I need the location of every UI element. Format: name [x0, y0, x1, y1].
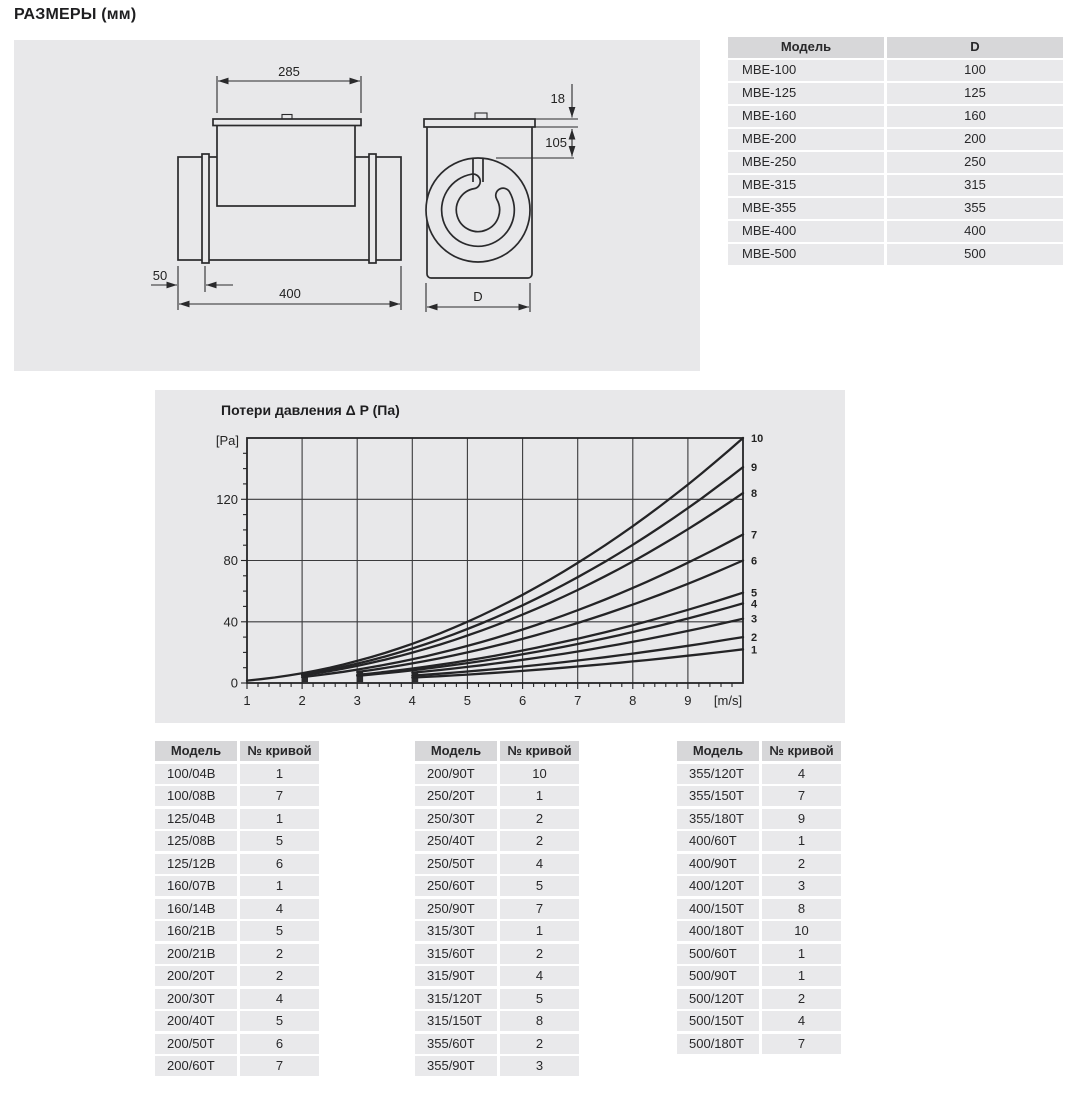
- value-cell: 2: [762, 854, 841, 874]
- pressure-loss-chart: [155, 390, 845, 728]
- cable-gland-front: [475, 113, 487, 119]
- dim-label-50: 50: [152, 268, 168, 283]
- value-cell: 7: [500, 899, 579, 919]
- value-cell: 1: [762, 966, 841, 986]
- value-cell: 9: [762, 809, 841, 829]
- dimensions-drawing: [14, 40, 700, 371]
- model-cell: 125/04В: [155, 809, 237, 829]
- value-cell: 1: [500, 921, 579, 941]
- value-cell: 2: [500, 1034, 579, 1054]
- value-cell: 5: [240, 831, 319, 851]
- dim-label-d: D: [473, 289, 483, 304]
- column-header-1: № кривой: [500, 741, 579, 761]
- right-clamp-ring: [369, 154, 376, 263]
- model-cell: 250/20Т: [415, 786, 497, 806]
- curve-label-7: 7: [751, 529, 758, 542]
- value-cell: 3: [500, 1056, 579, 1076]
- value-cell: 4: [240, 989, 319, 1009]
- model-cell: 355/150Т: [677, 786, 759, 806]
- value-cell: 500: [887, 244, 1063, 265]
- value-cell: 7: [762, 786, 841, 806]
- curve-label-5: 5: [751, 587, 758, 600]
- value-cell: 5: [240, 1011, 319, 1031]
- value-cell: 125: [887, 83, 1063, 104]
- model-cell: МВЕ-400: [728, 221, 884, 242]
- model-cell: 355/60Т: [415, 1034, 497, 1054]
- value-cell: 1: [762, 831, 841, 851]
- model-cell: 500/180Т: [677, 1034, 759, 1054]
- model-cell: 250/60Т: [415, 876, 497, 896]
- value-cell: 2: [240, 944, 319, 964]
- value-cell: 2: [240, 966, 319, 986]
- side-view-drawing: [151, 64, 401, 310]
- model-cell: МВЕ-125: [728, 83, 884, 104]
- dim-label-18: 18: [550, 91, 565, 106]
- model-cell: 160/14В: [155, 899, 237, 919]
- value-cell: 2: [500, 831, 579, 851]
- value-cell: 6: [240, 1034, 319, 1054]
- value-cell: 2: [762, 989, 841, 1009]
- y-tick-label: 0: [230, 675, 238, 691]
- curve-table-1: [155, 741, 319, 1076]
- curve-label-8: 8: [751, 488, 758, 501]
- curve-label-10: 10: [751, 433, 764, 445]
- curve-label-3: 3: [751, 613, 758, 626]
- model-cell: 200/30Т: [155, 989, 237, 1009]
- left-clamp-ring: [202, 154, 209, 263]
- model-cell: 160/21В: [155, 921, 237, 941]
- column-header-0: Модель: [415, 741, 497, 761]
- value-cell: 250: [887, 152, 1063, 173]
- model-cell: 500/90Т: [677, 966, 759, 986]
- curve-label-1: 1: [751, 644, 758, 657]
- column-header-0: Модель: [155, 741, 237, 761]
- model-cell: 315/60Т: [415, 944, 497, 964]
- box-cover-front: [424, 119, 535, 127]
- model-cell: 400/90Т: [677, 854, 759, 874]
- chart-title: Потери давления Δ P (Па): [221, 402, 400, 418]
- model-cell: 160/07В: [155, 876, 237, 896]
- value-cell: 1: [240, 809, 319, 829]
- model-cell: 500/120Т: [677, 989, 759, 1009]
- curve-label-4: 4: [751, 598, 758, 611]
- model-cell: 100/08В: [155, 786, 237, 806]
- value-cell: 4: [500, 966, 579, 986]
- model-cell: 355/90Т: [415, 1056, 497, 1076]
- column-header-1: № кривой: [762, 741, 841, 761]
- value-cell: 315: [887, 175, 1063, 196]
- model-cell: 200/21В: [155, 944, 237, 964]
- model-cell: 315/120Т: [415, 989, 497, 1009]
- value-cell: 7: [762, 1034, 841, 1054]
- model-cell: 315/90Т: [415, 966, 497, 986]
- value-cell: 4: [500, 854, 579, 874]
- model-cell: 200/90Т: [415, 764, 497, 784]
- column-header-1: № кривой: [240, 741, 319, 761]
- value-cell: 4: [762, 1011, 841, 1031]
- value-cell: 5: [240, 921, 319, 941]
- model-cell: 250/30Т: [415, 809, 497, 829]
- curve-label-2: 2: [751, 632, 758, 645]
- value-cell: 5: [500, 989, 579, 1009]
- value-cell: 7: [240, 1056, 319, 1076]
- model-d-table: [728, 37, 1063, 265]
- pressure-loss-chart-panel: [155, 390, 845, 723]
- model-cell: 500/60Т: [677, 944, 759, 964]
- model-cell: МВЕ-250: [728, 152, 884, 173]
- curve-table-2: [415, 741, 579, 1076]
- value-cell: 1: [240, 876, 319, 896]
- terminal-box-side: [217, 125, 355, 206]
- value-cell: 10: [762, 921, 841, 941]
- model-cell: 125/12В: [155, 854, 237, 874]
- x-tick-label: 7: [574, 693, 582, 708]
- model-cell: 200/40Т: [155, 1011, 237, 1031]
- value-cell: 10: [500, 764, 579, 784]
- value-cell: 5: [500, 876, 579, 896]
- x-tick-label: 4: [408, 693, 416, 708]
- model-cell: 200/60Т: [155, 1056, 237, 1076]
- model-cell: 400/120Т: [677, 876, 759, 896]
- curve-table-3: [677, 741, 841, 1054]
- value-cell: 8: [500, 1011, 579, 1031]
- model-cell: 250/40Т: [415, 831, 497, 851]
- value-cell: 1: [500, 786, 579, 806]
- curve-label-9: 9: [751, 462, 758, 475]
- x-tick-label: 5: [463, 693, 472, 708]
- value-cell: 2: [500, 944, 579, 964]
- value-cell: 100: [887, 60, 1063, 81]
- model-cell: 400/150Т: [677, 899, 759, 919]
- box-cover-side: [213, 119, 361, 126]
- x-tick-label: 2: [298, 693, 306, 708]
- dim-label-105: 105: [545, 135, 567, 150]
- pressure-curve-10: [247, 438, 743, 681]
- x-tick-label: 6: [518, 693, 527, 708]
- model-cell: 355/120Т: [677, 764, 759, 784]
- model-cell: 250/90Т: [415, 899, 497, 919]
- model-cell: 355/180Т: [677, 809, 759, 829]
- dimensions-drawing-panel: [14, 40, 700, 371]
- value-cell: 4: [762, 764, 841, 784]
- x-tick-label: 3: [353, 693, 361, 708]
- chart-canvas: [155, 390, 845, 723]
- x-tick-label: 1: [243, 693, 251, 708]
- y-tick-label: 120: [216, 491, 238, 507]
- model-cell: 250/50Т: [415, 854, 497, 874]
- x-axis-unit-label: [m/s]: [713, 693, 743, 708]
- column-header-0: Модель: [728, 37, 884, 58]
- model-cell: МВЕ-100: [728, 60, 884, 81]
- value-cell: 200: [887, 129, 1063, 150]
- value-cell: 1: [240, 764, 319, 784]
- model-cell: 400/60Т: [677, 831, 759, 851]
- curve-label-6: 6: [751, 555, 758, 568]
- dim-label-400: 400: [279, 286, 301, 301]
- value-cell: 2: [500, 809, 579, 829]
- front-view-drawing: [424, 84, 578, 312]
- model-cell: 500/150Т: [677, 1011, 759, 1031]
- x-tick-label: 9: [684, 693, 692, 708]
- value-cell: 8: [762, 899, 841, 919]
- model-cell: 315/30Т: [415, 921, 497, 941]
- column-header-0: Модель: [677, 741, 759, 761]
- value-cell: 1: [762, 944, 841, 964]
- model-cell: МВЕ-315: [728, 175, 884, 196]
- y-axis-unit-label: [Pa]: [215, 433, 239, 448]
- dim-label-285: 285: [278, 64, 300, 79]
- model-cell: 200/50Т: [155, 1034, 237, 1054]
- value-cell: 3: [762, 876, 841, 896]
- column-header-1: D: [887, 37, 1063, 58]
- model-cell: МВЕ-500: [728, 244, 884, 265]
- y-tick-label: 40: [223, 614, 238, 630]
- value-cell: 7: [240, 786, 319, 806]
- model-cell: МВЕ-200: [728, 129, 884, 150]
- model-cell: 100/04В: [155, 764, 237, 784]
- pressure-curve-4: [357, 603, 743, 675]
- value-cell: 160: [887, 106, 1063, 127]
- value-cell: 400: [887, 221, 1063, 242]
- model-cell: 125/08В: [155, 831, 237, 851]
- x-tick-label: 8: [629, 693, 637, 708]
- page-title: РАЗМЕРЫ (мм): [14, 6, 137, 23]
- value-cell: 4: [240, 899, 319, 919]
- model-cell: МВЕ-355: [728, 198, 884, 219]
- model-cell: 400/180Т: [677, 921, 759, 941]
- model-cell: МВЕ-160: [728, 106, 884, 127]
- model-cell: 315/150Т: [415, 1011, 497, 1031]
- value-cell: 355: [887, 198, 1063, 219]
- model-cell: 200/20Т: [155, 966, 237, 986]
- value-cell: 6: [240, 854, 319, 874]
- y-tick-label: 80: [223, 553, 238, 568]
